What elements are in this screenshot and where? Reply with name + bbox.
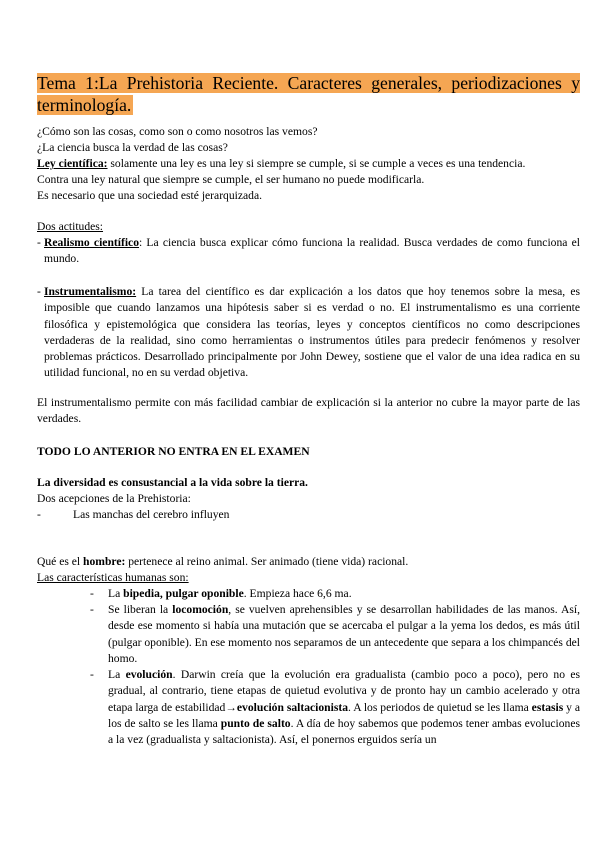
acepciones-line: Dos acepciones de la Prehistoria: — [37, 492, 191, 505]
caracteristica-1-dash: - — [90, 587, 94, 600]
realismo-paragraph — [44, 235, 580, 268]
caracteristica-2-bold: locomoción — [172, 603, 229, 616]
caracteristica-3-bold2: evolución saltacionista — [236, 700, 349, 714]
caracteristica-3-bold4: punto de salto — [220, 716, 291, 730]
manchas-dash: - — [37, 508, 41, 521]
caracteristica-2-dash: - — [90, 603, 94, 616]
realismo-dash: - — [37, 236, 41, 249]
caracteristica-3 — [108, 667, 580, 748]
diversidad-heading: La diversidad es consustancial a la vida sobre la tierra. — [37, 476, 308, 489]
caracteristica-1-post: . Empieza hace 6,6 ma. — [243, 587, 352, 600]
realismo-label: Realismo científico — [44, 236, 139, 249]
intro-question-2: ¿La ciencia busca la verdad de las cosas? — [37, 141, 228, 154]
examen-notice: TODO LO ANTERIOR NO ENTRA EN EL EXAMEN — [37, 445, 310, 458]
hombre-pre: Qué es el — [37, 555, 84, 568]
title-line-1: Tema 1:La Prehistoria Reciente. Caracteres generales, periodizaciones y — [37, 73, 580, 93]
instrumentalismo-text: La tarea del científico es dar explicación a los datos que hoy tenemos sobre la mesa, es imposible que cuando lanzamos una hipótesis saber si es verdad o no. El instrumentalismo es una corriente filosófica y epistemológica que considera las teorías, leyes y conceptos científicos no como descripciones verdaderas de la realidad, sino como herramientas o instrumentos útiles para predecir fenómenos y resolver problemas prácticos. Desarrollado principalmente por John Dewey, sostiene que el valor de una idea radica en su utilidad funcional, no en su verdad objetiva. — [44, 285, 580, 380]
caracteristica-3-post4: . A día de hoy sabemos que podemos tener ambas evoluciones a la vez (gradualista y saltacionista). Así, el ponernos erguidos sería un — [108, 716, 580, 747]
hombre-post: pertenece al reino animal. Ser animado (tiene vida) racional. — [125, 555, 409, 568]
instrumentalismo-summary: El instrumentalismo permite con más facilidad cambiar de explicación si la anterior no cubre la mayor parte de las verdades. — [37, 396, 580, 426]
caracteristica-3-bold: evolución — [125, 668, 173, 681]
caracteristica-1-pre: La — [108, 587, 124, 600]
ley-cientifica-text: solamente una ley es una ley si siempre se cumple, si se cumple a veces es una tendencia. — [107, 157, 526, 170]
hombre-line — [37, 554, 408, 570]
caracteristica-2 — [108, 602, 580, 667]
instrumentalismo-label: Instrumentalismo: — [44, 285, 137, 298]
caracteristica-3-pre: La — [108, 668, 126, 681]
intro-question-1: ¿Cómo son las cosas, como son o como nosotros las vemos? — [37, 125, 318, 138]
caracteristica-1 — [108, 586, 580, 602]
page-title-continued — [37, 94, 133, 116]
title-line-2: terminología. — [37, 95, 132, 115]
ley-cientifica-line — [37, 156, 525, 172]
manchas-item: Las manchas del cerebro influyen — [73, 508, 230, 521]
caracteristica-1-bold: bipedia, pulgar oponible — [123, 587, 244, 600]
instrumentalismo-paragraph — [44, 284, 580, 382]
caracteristica-3-post2: . A los periodos de quietud se les llama — [348, 700, 532, 714]
instrumentalismo-dash: - — [37, 285, 41, 298]
realismo-text: : La ciencia busca explicar cómo funciona la realidad. Busca verdades de como funciona el mundo. — [44, 236, 580, 266]
caracteristica-3-post: . Darwin creía que la evolución era gradualista (cambio poco a poco), pero no es gradual, al contrario, tiene etapas de quietud evolutiva y de pronto hay un cambio acelerado y otra etapa larga de estabilidad→ — [108, 668, 580, 714]
sociedad-jerarquizada-line: Es necesario que una sociedad esté jerarquizada. — [37, 189, 263, 202]
caracteristica-3-post3: y a los de salto se les llama — [108, 700, 580, 730]
caracteristicas-heading: Las características humanas son: — [37, 571, 189, 584]
caracteristica-3-dash: - — [90, 668, 94, 681]
caracteristica-3-bold3: estasis — [531, 700, 564, 714]
page-title — [37, 72, 580, 94]
caracteristica-2-pre: Se liberan la — [108, 603, 173, 616]
actitudes-heading: Dos actitudes: — [37, 220, 104, 233]
ley-cientifica-label: Ley científica: — [37, 157, 108, 170]
contra-ley-line: Contra una ley natural que siempre se cumple, el ser humano no puede modificarla. — [37, 173, 425, 186]
hombre-label: hombre: — [83, 555, 126, 568]
caracteristica-2-post: , se vuelven aprehensibles y se desarrollan habilidades de las manos. Así, desde ese momento si había una mutación que se acercaba el pulgar a la yema los dedos, es más útil (pulgar oponible). En ese momento nos separamos de un antecedente que separa a los chimpancés del homo. — [108, 603, 580, 665]
